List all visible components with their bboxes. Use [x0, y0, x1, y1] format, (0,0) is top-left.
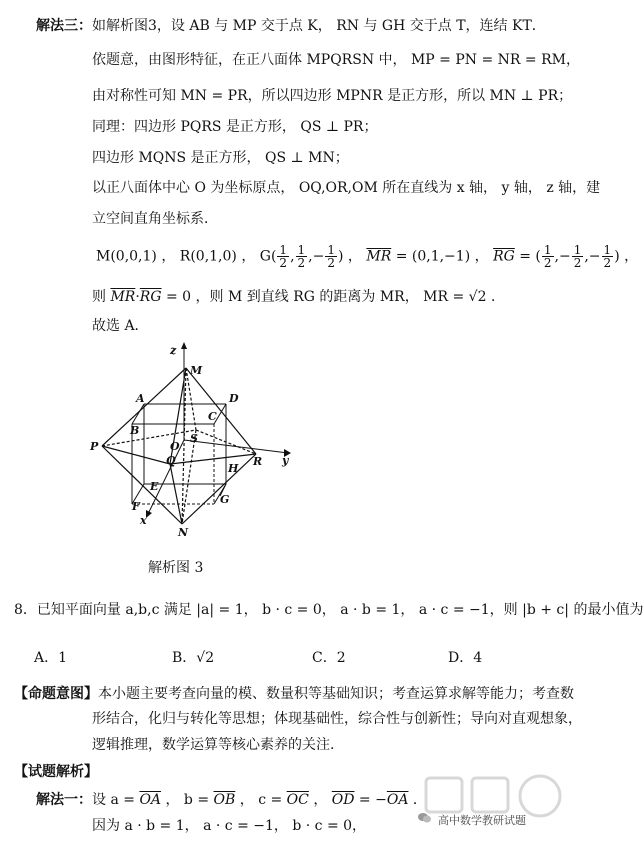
solution3-line5: 四边形 MQNS 是正方形， QS ⊥ MN； [92, 150, 349, 166]
vector-mr: $\overline{MR}$ [366, 248, 392, 265]
label-q: Q [166, 454, 176, 467]
octahedron-figure [88, 336, 298, 546]
option-d[interactable]: D．4 [448, 650, 483, 666]
z-axis-arrow [181, 342, 187, 349]
vector-rg: $\overline{RG}$ [493, 248, 515, 265]
label-z: z [170, 344, 177, 357]
label-x: x [140, 514, 147, 527]
intent-line3: 逻辑推理，数学运算等核心素养的关注. [92, 737, 335, 753]
analysis-label: 【试题解析】 [14, 764, 98, 780]
label-m: M [190, 364, 203, 377]
figure-caption: 解析图 3 [148, 560, 204, 576]
solution3-line7: 立空间直角坐标系． [92, 211, 218, 227]
label-y: y [282, 454, 289, 467]
option-b[interactable]: B．√2 [172, 650, 215, 666]
intent-line2: 形结合，化归与转化等思想；体现基础性，综合性与创新性；导向对直观想象， [92, 711, 582, 727]
label-b: B [130, 424, 140, 437]
label-f: F [132, 500, 140, 513]
question8-stem: 8．已知平面向量 a,b,c 满足 |a| = 1， b · c = 0， a · b = 1， a · c = −1，则 |b + c| 的最小值为 [14, 602, 643, 618]
label-d: D [229, 392, 239, 405]
answer-line: 故选 A． [92, 318, 149, 334]
label-o: O [170, 440, 180, 453]
solution1-line2: 因为 a · b = 1， a · c = −1， b · c = 0， [92, 818, 367, 834]
coordinates-line: M(0,0,1) ， R(0,1,0) ， G( $\frac{1}{2}$ , $\frac{1}{2}$ ,− $\frac{1}{2}$ ) ， $\overline{MR} = (0,1,-1)$ ， $\overline{RG}$ = ( $\frac{1}{2}$ ,− $\frac{1}{2}$ ,− $\frac{1}{2}$ ) ， [96, 243, 639, 270]
solution1-label: 解法一： [36, 792, 92, 808]
distance-line: 则 $\overline{MR}\cdot\overline{RG} = 0$ ，则 M 到直线 RG 的距离为 MR， MR = √2 ． [92, 289, 505, 305]
watermark-text: 高中数学教研试题 [438, 814, 526, 827]
label-c: C [208, 410, 217, 423]
label-e: E [150, 480, 159, 493]
label-a: A [136, 392, 145, 405]
option-a[interactable]: A．1 [34, 650, 68, 666]
label-h: H [228, 462, 239, 475]
wechat-icon [418, 812, 432, 824]
intent-label: 【命题意图】 [14, 686, 98, 702]
option-c[interactable]: C．2 [312, 650, 346, 666]
solution3-line2: 依题意，由图形特征，在正八面体 MPQRSN 中， MP = PN = NR = RM， [92, 52, 580, 68]
label-g: G [220, 493, 230, 506]
y-axis [184, 440, 288, 453]
label-s: S [190, 432, 198, 445]
solution1-line1: 解法一：设 $a = \overline{OA}$ ， $b = \overline{OB}$ ， $c = \overline{OC}$ ， $\overline{OD} = -\overline{OA}$ ． [36, 792, 427, 808]
intent-line1: 【命题意图】本小题主要考查向量的模、数量积等基础知识；考查运算求解等能力；考查数 [14, 686, 574, 702]
label-r: R [253, 455, 263, 468]
question8-options [0, 647, 594, 667]
solution3-line4: 同理：四边形 PQRS 是正方形， QS ⊥ PR； [92, 119, 378, 135]
label-p: P [90, 440, 99, 453]
solution3-label: 解法三： [36, 18, 92, 34]
solution3-line6: 以正八面体中心 O 为坐标原点， OQ,OR,OM 所在直线为 x 轴， y 轴， z 轴，建 [92, 180, 601, 196]
solution3-line3: 由对称性可知 MN = PR，所以四边形 MPNR 是正方形，所以 MN ⊥ PR； [92, 88, 573, 104]
label-n: N [178, 526, 189, 539]
solution3-line1: 解法三：如解析图3，设 AB 与 MP 交于点 K， RN 与 GH 交于点 T，连结 KT． [36, 18, 546, 34]
